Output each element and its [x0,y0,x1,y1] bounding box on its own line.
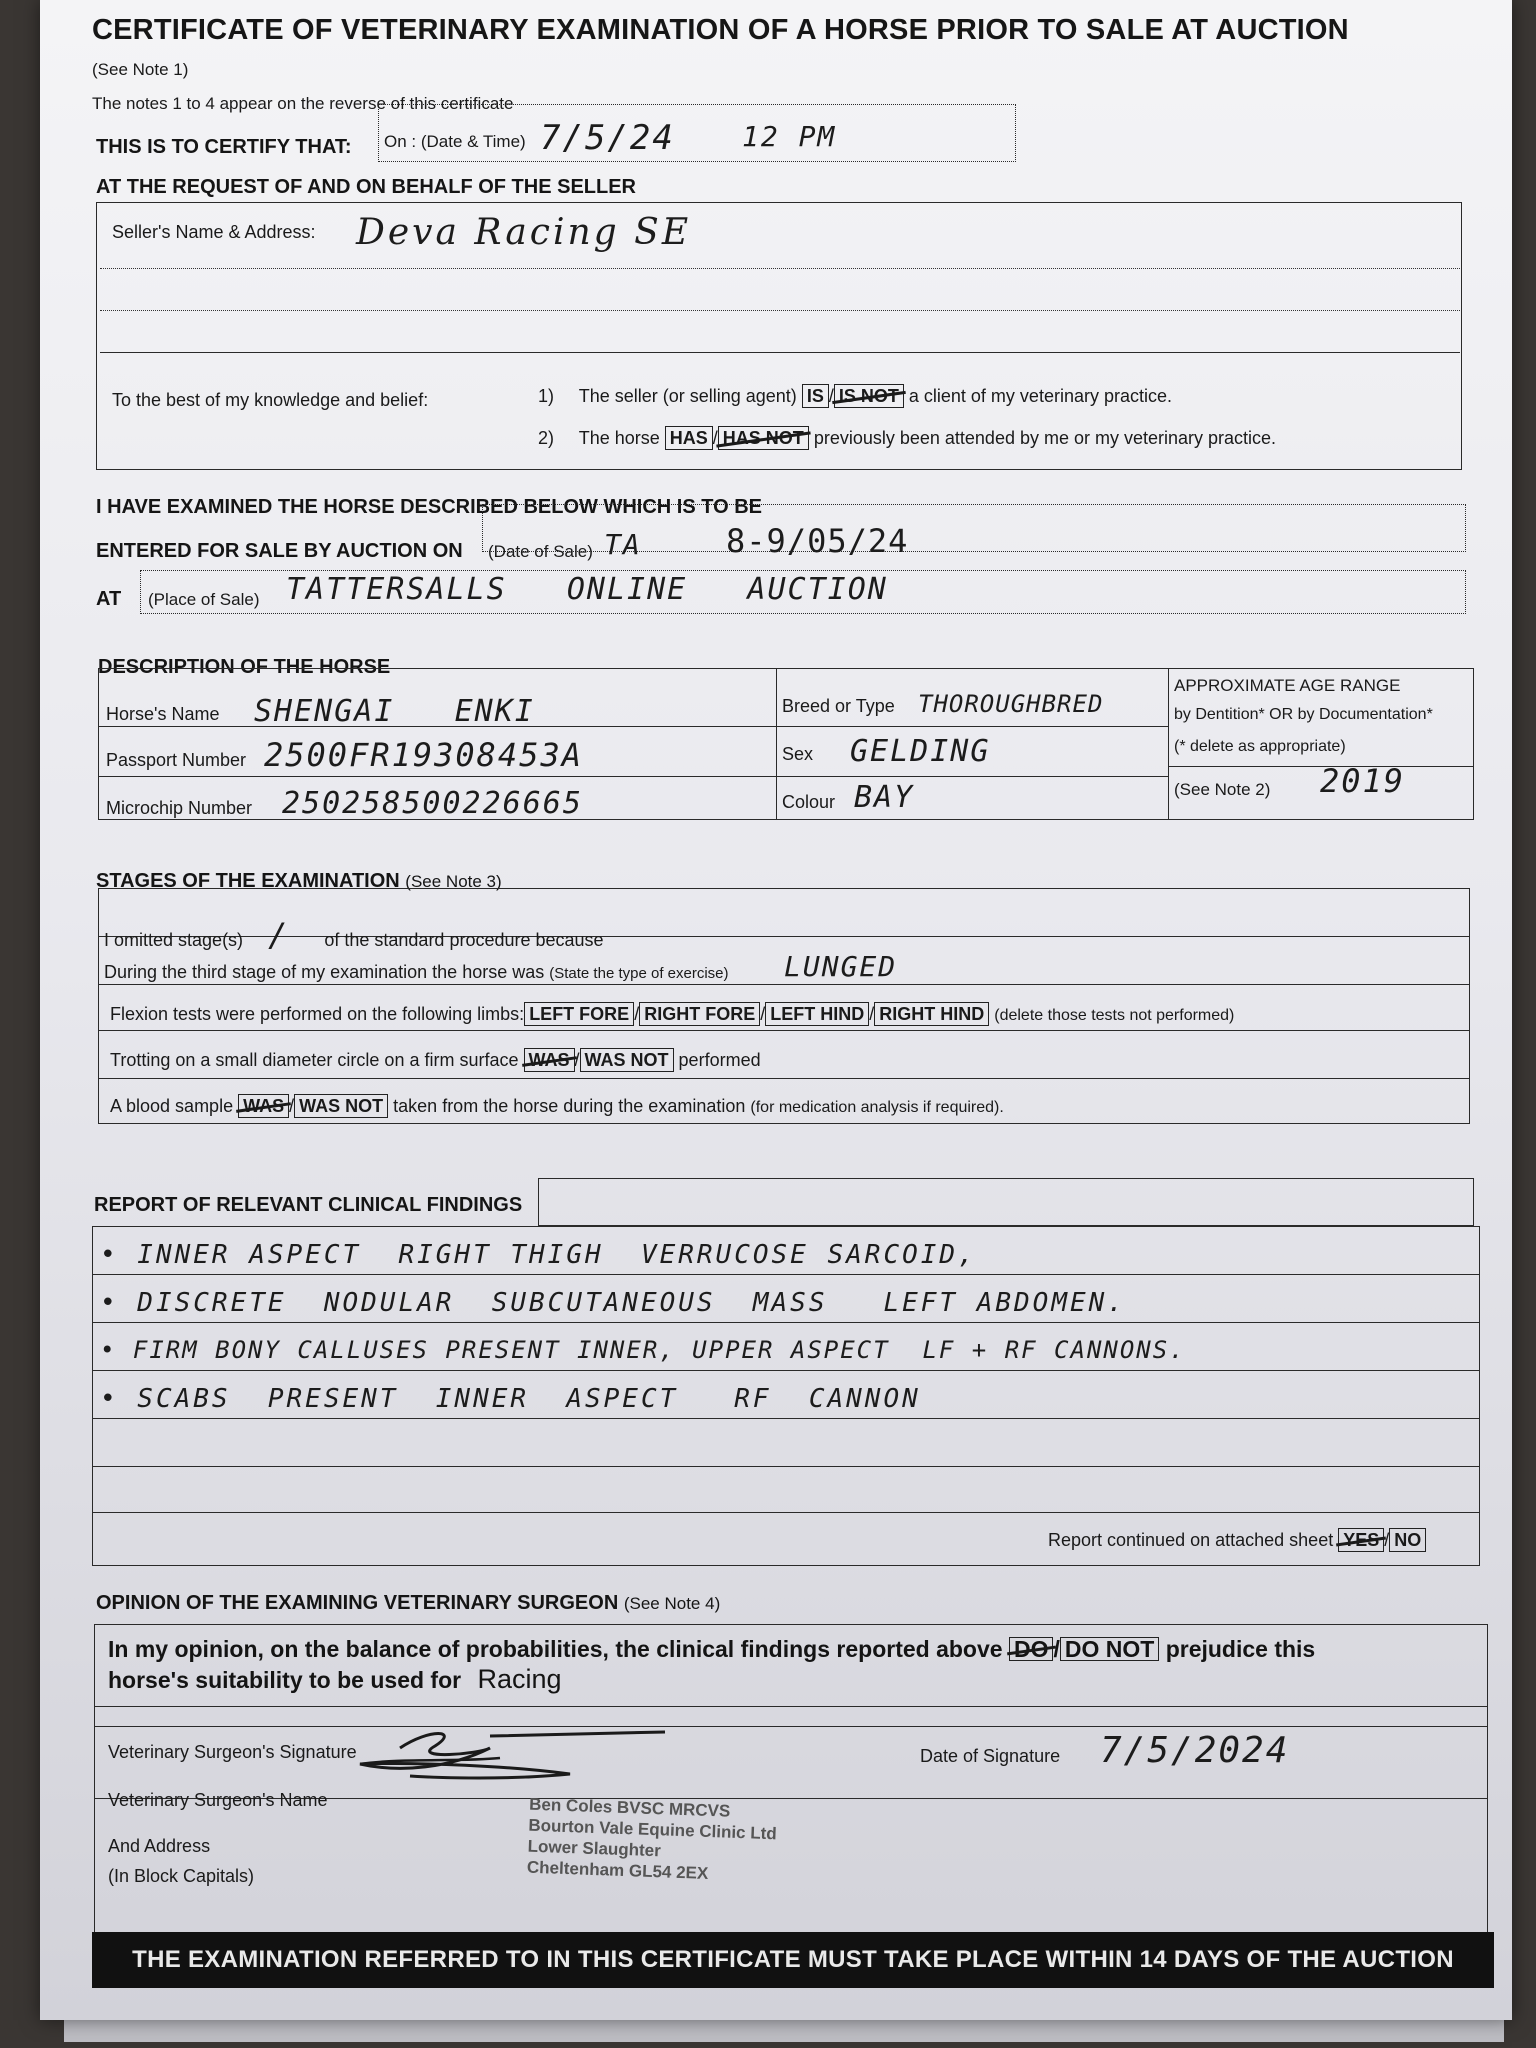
seller-name-value[interactable]: Deva Racing SE [356,212,692,253]
sale-date-value: 8-9/05/24 [726,522,909,560]
age-value: 2019 [1320,762,1406,800]
signature-scribble [340,1718,680,1798]
stages-heading-note: (See Note 3) [405,872,502,891]
seller-line-1 [100,268,1460,269]
findings-line-2 [92,1322,1480,1323]
opinion-heading-note: (See Note 4) [623,1594,721,1613]
seller-line-3 [100,352,1460,353]
stages-line-3 [98,1030,1470,1031]
omitted-post: of the standard procedure because [324,930,604,950]
footer-banner: THE EXAMINATION REFERRED TO IN THIS CERTIFICATE MUST TAKE PLACE WITHIN 14 DAYS OF THE AUCTION [92,1932,1494,1988]
stamp-line-2: Bourton Vale Equine Clinic Ltd [528,1815,778,1844]
sex-value: GELDING [850,734,991,769]
opinion-do-option[interactable]: DO [1009,1637,1054,1661]
vet-name-label: Veterinary Surgeon's Name [108,1790,328,1810]
flexion-post: (delete those tests not performed) [994,1007,1235,1024]
continued-no-option[interactable]: NO [1389,1528,1426,1552]
item1-is-option[interactable]: IS [802,384,829,408]
finding-line-4: • SCABS PRESENT INNER ASPECT RF CANNON [100,1384,921,1414]
opinion-text-pre: In my opinion, on the balance of probabilities, the clinical findings reported above [108,1636,1003,1662]
description-heading: DESCRIPTION OF THE HORSE [98,656,391,678]
limb-right-fore[interactable]: RIGHT FORE [639,1002,760,1026]
trotting-row: Trotting on a small diameter circle on a firm surface WAS / WAS NOT performed [110,1050,761,1070]
item2-has-option[interactable]: HAS [665,426,713,450]
sale-heading-1: I HAVE EXAMINED THE HORSE DESCRIBED BELOW WHICH IS TO BE [96,496,762,518]
age-delete-note: (* delete as appropriate) [1174,738,1346,755]
colour-label: Colour [782,792,836,812]
blood-was-option[interactable]: WAS [238,1094,289,1118]
findings-header-box [538,1178,1474,1226]
sale-date-label: (Date of Sale) [488,542,593,561]
seller-heading: AT THE REQUEST OF AND ON BEHALF OF THE SELLER [96,176,636,198]
stages-heading-text: STAGES OF THE EXAMINATION [96,870,400,892]
opinion-use-value: Racing [477,1664,562,1694]
continued-yes-option[interactable]: YES [1338,1528,1384,1552]
notes-line: The notes 1 to 4 appear on the reverse of this certificate [92,94,514,113]
stamp-line-1: Ben Coles BVSC MRCVS [528,1794,731,1821]
item1-is-not-option[interactable]: IS NOT [834,384,904,408]
microchip-label: Microchip Number [106,798,253,818]
blood-post: taken from the horse during the examination [393,1096,746,1116]
opinion-text2-row [108,1664,562,1695]
sex-label: Sex [782,744,814,764]
trotting-pre: Trotting on a small diameter circle on a firm surface [110,1050,519,1070]
limb-left-fore[interactable]: LEFT FORE [524,1002,634,1026]
date-signature-label: Date of Signature [920,1746,1061,1766]
third-stage-note: (State the type of exercise) [549,965,729,982]
desc-divider-1 [776,668,777,820]
breed-label: Breed or Type [782,696,895,716]
sale-heading-2: ENTERED FOR SALE BY AUCTION ON [96,540,463,562]
certify-label: THIS IS TO CERTIFY THAT: [96,136,352,158]
desc-divider-2 [1168,668,1169,820]
seller-name-label: Seller's Name & Address: [112,222,316,242]
colour-value: BAY [854,780,915,815]
address-label: And Address [108,1836,211,1856]
sale-place-value: TATTERSALLS ONLINE AUCTION [286,572,888,607]
opinion-do-not-option[interactable]: DO NOT [1060,1637,1159,1661]
opinion-line-2 [94,1726,1488,1727]
blood-was-not-option[interactable]: WAS NOT [294,1094,388,1118]
limb-right-hind[interactable]: RIGHT HIND [874,1002,989,1026]
trotting-was-not-option[interactable]: WAS NOT [580,1048,674,1072]
item2-pre: The horse [578,428,660,448]
stages-line-4 [98,1078,1470,1079]
item2-has-not-option[interactable]: HAS NOT [718,426,809,450]
age-heading: APPROXIMATE AGE RANGE [1174,676,1401,695]
item2-post: previously been attended by me or my veterinary practice. [813,428,1277,448]
block-capitals-label: (In Block Capitals) [108,1866,255,1886]
opinion-text2: horse's suitability to be used for [108,1667,462,1693]
trotting-post: performed [678,1050,761,1070]
age-see-note: (See Note 2) [1174,780,1271,799]
item1-post: a client of my veterinary practice. [908,386,1172,406]
seller-line-2 [100,310,1460,311]
opinion-text-row: In my opinion, on the balance of probabilities, the clinical findings reported above DO / DO NOT prejudice this [108,1636,1316,1662]
on-time-value: 12 PM [742,120,837,153]
finding-line-1: • INNER ASPECT RIGHT THIGH VERRUCOSE SARCOID, [100,1240,977,1270]
third-stage-text: During the third stage of my examination the horse was [104,962,545,982]
findings-line-3 [92,1370,1480,1371]
vet-stamp [527,1794,778,1887]
third-stage-row [104,962,729,983]
sale-date-scribble: TA [604,528,642,561]
stages-line-2 [98,984,1470,985]
on-date-label: On : (Date & Time) [384,132,526,151]
finding-line-2: • DISCRETE NODULAR SUBCUTANEOUS MASS LEFT ABDOMEN. [100,1288,1126,1318]
findings-line-1 [92,1274,1480,1275]
findings-line-6 [92,1512,1480,1513]
finding-line-3: • FIRM BONY CALLUSES PRESENT INNER, UPPER ASPECT LF + RF CANNONS. [100,1336,1186,1364]
passport-value: 2500FR19308453A [264,736,583,774]
blood-note: (for medication analysis if required). [750,1099,1004,1116]
opinion-heading [96,1592,720,1615]
omitted-value: / [268,916,290,954]
third-stage-value: LUNGED [784,950,898,983]
see-note-1: (See Note 1) [92,60,189,79]
findings-line-5 [92,1466,1480,1467]
opinion-text-post: prejudice this [1165,1636,1316,1662]
item1-pre: The seller (or selling agent) [578,386,797,406]
omitted-row [104,916,604,954]
stamp-line-4: Cheltenham GL54 2EX [526,1857,709,1883]
flexion-pre: Flexion tests were performed on the following limbs: [110,1004,525,1024]
opinion-heading-text: OPINION OF THE EXAMINING VETERINARY SURGEON [96,1592,619,1614]
passport-label: Passport Number [106,750,247,770]
findings-heading: REPORT OF RELEVANT CLINICAL FINDINGS [94,1194,523,1216]
horse-name-label: Horse's Name [106,704,220,724]
age-by-dentition: by Dentition* OR by Documentation* [1174,706,1433,723]
desc-row-line-2 [98,776,1168,777]
horse-name-value: SHENGAI ENKI [254,694,535,729]
findings-line-4 [92,1418,1480,1419]
flexion-row: Flexion tests were performed on the following limbs: LEFT FORE / RIGHT FORE / LEFT HIND / RIGHT HIND (delete those tests not performed) [110,1004,1235,1024]
trotting-was-option[interactable]: WAS [524,1048,575,1072]
blood-row: A blood sample WAS / WAS NOT taken from the horse during the examination (for medication analysis if required). [110,1096,1004,1116]
item1-row: 1) The seller (or selling agent) IS / IS NOT a client of my veterinary practice. [538,386,1172,406]
opinion-line-1 [94,1706,1488,1707]
limb-left-hind[interactable]: LEFT HIND [765,1002,869,1026]
knowledge-label: To the best of my knowledge and belief: [112,390,429,410]
continued-row: Report continued on attached sheet YES / NO [1048,1528,1426,1552]
on-date-value: 7/5/24 [540,118,675,158]
blood-pre: A blood sample [110,1096,234,1116]
continued-label: Report continued on attached sheet [1048,1530,1334,1550]
certificate-title: CERTIFICATE OF VETERINARY EXAMINATION OF A HORSE PRIOR TO SALE AT AUCTION [92,14,1349,46]
stamp-line-3: Lower Slaughter [527,1836,662,1861]
sale-place-label: (Place of Sale) [148,590,260,609]
microchip-value: 250258500226665 [282,786,583,821]
breed-value: THOROUGHBRED [918,690,1104,718]
date-signature-value: 7/5/2024 [1100,1730,1290,1771]
omitted-pre: I omitted stage(s) [104,930,244,950]
signature-label: Veterinary Surgeon's Signature [108,1742,357,1762]
item1-num: 1) [538,386,555,406]
item2-row: 2) The horse HAS / HAS NOT previously been attended by me or my veterinary practice. [538,428,1277,448]
item2-num: 2) [538,428,555,448]
sale-at-label: AT [96,588,122,610]
